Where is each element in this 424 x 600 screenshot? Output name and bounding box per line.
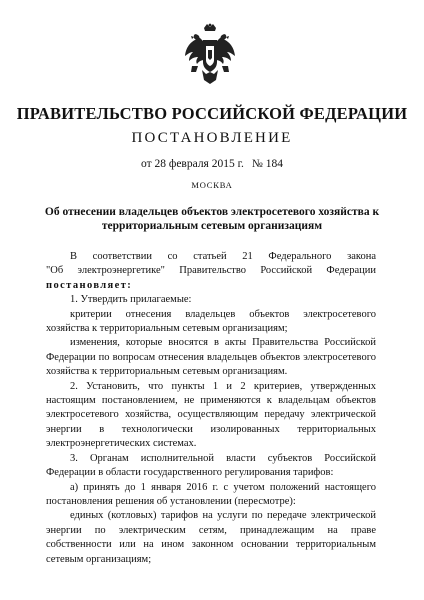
paragraph-1b: изменения, которые вносятся в акты Правительства Российской Федерации по вопросам отнесения владельцев объектов электросетевого хозяйства к территориальным сетевым организациям. xyxy=(46,337,376,378)
paragraph-1a: критерии отнесения владельцев объектов электросетевого хозяйства к территориальным сетевым организациям; xyxy=(46,308,376,335)
decree-word: постановляет: xyxy=(46,279,133,291)
document-body xyxy=(46,250,376,567)
preamble-line-1: В соответствии со статьей 21 Федерального закона xyxy=(70,251,376,262)
document-number: № 184 xyxy=(251,158,283,170)
document-type: ПОСТАНОВЛЕНИЕ xyxy=(131,130,293,146)
document-city: МОСКВА xyxy=(191,180,233,190)
document-date: от 28 февраля 2015 г. xyxy=(141,158,244,170)
paragraph-3a: а) принять до 1 января 2016 г. с учетом положений настоящего постановления решения об установлении (пересмотре): xyxy=(46,481,376,507)
paragraph-3b: единых (котловых) тарифов на услуги по передаче электрической энергии по электрическим сетям, принадлежащим на праве собственности или на ином законном основании территориальным сетевым организациям; xyxy=(46,510,376,565)
paragraph-2: 2. Установить, что пункты 1 и 2 критериев, утвержденных настоящим постановлением, не применяются к владельцам объектов электросетевого хозяйства, осуществляющим передачу электрической энергии в технологически изолированных территориальных электроэнергетических системах. xyxy=(46,380,376,450)
coat-of-arms-emblem-icon xyxy=(182,22,238,86)
paragraph-3: 3. Органам исполнительной власти субъектов Российской Федерации в области государственного регулирования тарифов: xyxy=(46,452,376,479)
paragraph-1: 1. Утвердить прилагаемые: xyxy=(70,294,192,306)
government-title: ПРАВИТЕЛЬСТВО РОССИЙСКОЙ ФЕДЕРАЦИИ xyxy=(16,104,408,123)
document-date-line xyxy=(0,158,424,170)
preamble-line-2: "Об электроэнергетике" Правительство Российской Федерации xyxy=(46,265,376,277)
document-heading: Об отнесении владельцев объектов электросетевого хозяйства к территориальным сетевым организациям xyxy=(44,206,380,232)
